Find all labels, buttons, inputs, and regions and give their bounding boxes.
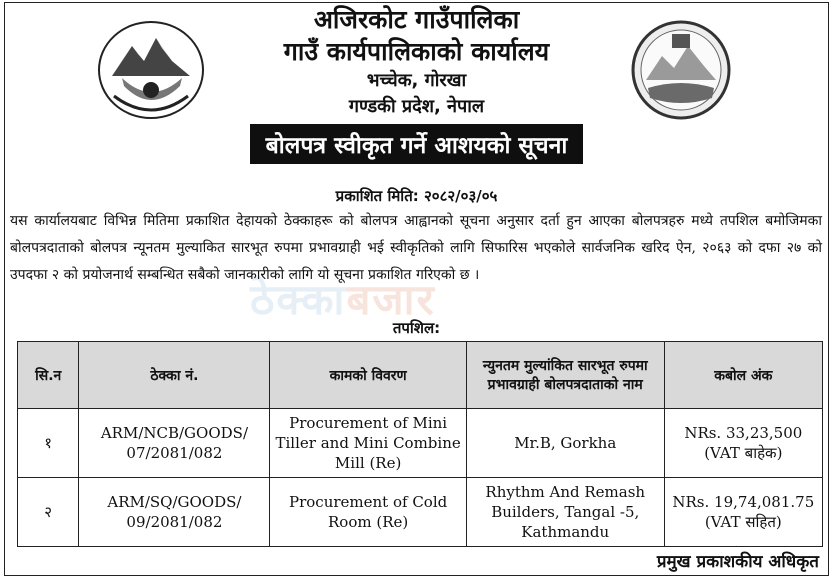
header-contract-no: ठेक्का नं. <box>79 342 270 409</box>
header-description: कामको विवरण <box>270 342 466 409</box>
header-bidder: न्युनतम मुल्यांकित सारभूत रुपमा प्रभावग्राही बोलपत्रदाताको नाम <box>466 342 664 409</box>
cell-sn: १ <box>18 409 79 478</box>
cell-contract-no: ARM/NCB/GOODS/ 07/2081/082 <box>79 409 270 478</box>
published-date: प्रकाशित मिति: २०८२/०३/०५ <box>335 187 498 205</box>
amount-value: NRs. 33,23,500 <box>684 424 803 442</box>
amount-value: NRs. 19,74,081.75 <box>672 493 815 511</box>
table-row <box>18 478 823 547</box>
details-label: तपशिल: <box>392 319 441 337</box>
signatory: प्रमुख प्रकाशकीय अधिकृत <box>656 552 819 572</box>
notice-title: बोलपत्र स्वीकृत गर्ने आशयको सूचना <box>250 124 584 164</box>
amount-vat: (VAT बाहेक) <box>704 444 783 462</box>
org-name: अजिरकोट गाउँपालिका <box>313 5 520 34</box>
cell-amount <box>664 478 822 547</box>
cell-sn: २ <box>18 478 79 547</box>
watermark-part-1: ठेक्का <box>250 275 347 324</box>
amount-vat: (VAT सहित) <box>704 513 782 531</box>
province-name: गण्डकी प्रदेश, नेपाल <box>348 96 485 117</box>
cell-amount <box>664 409 822 478</box>
office-name: गाउँ कार्यपालिकाको कार्यालय <box>283 37 550 66</box>
cell-contract-no: ARM/SQ/GOODS/ 09/2081/082 <box>79 478 270 547</box>
cell-description: Procurement of Mini Tiller and Mini Combine Mill (Re) <box>270 409 466 478</box>
table-header-row <box>18 342 823 409</box>
bid-table <box>17 341 823 547</box>
watermark-part-2: बजार <box>346 275 436 324</box>
notice-header <box>0 4 833 164</box>
cell-bidder: Rhythm And Remash Builders, Tangal -5, Kathmandu <box>466 478 664 547</box>
office-address: भच्चेक, गोरखा <box>366 70 467 91</box>
table-row <box>18 409 823 478</box>
header-amount: कबोल अंक <box>664 342 822 409</box>
cell-description: Procurement of Cold Room (Re) <box>270 478 466 547</box>
notice-paragraph: यस कार्यालयबाट विभिन्न मितिमा प्रकाशित देहायको ठेक्काहरू को बोलपत्र आह्वानको सूचना अनुसार दर्ता हुन आएका बोलपत्रहरु मध्ये तपशिल बमोजिमका बोलपत्रदाताको बोलपत्र न्यूनतम मुल्याकित सारभूत रुपमा प्रभावग्राही भई स्वीकृतिको लागि सिफारिस भएकोले सार्वजनिक खरिद ऐन, २०६३ को दफा २७ को उपदफा २ को प्रयोजनार्थ सम्बन्धित सबैको जानकारीको लागि यो सूचना प्रकाशित गरिएको छ । <box>10 213 822 283</box>
cell-bidder: Mr.B, Gorkha <box>466 409 664 478</box>
header-sn: सि.न <box>18 342 79 409</box>
